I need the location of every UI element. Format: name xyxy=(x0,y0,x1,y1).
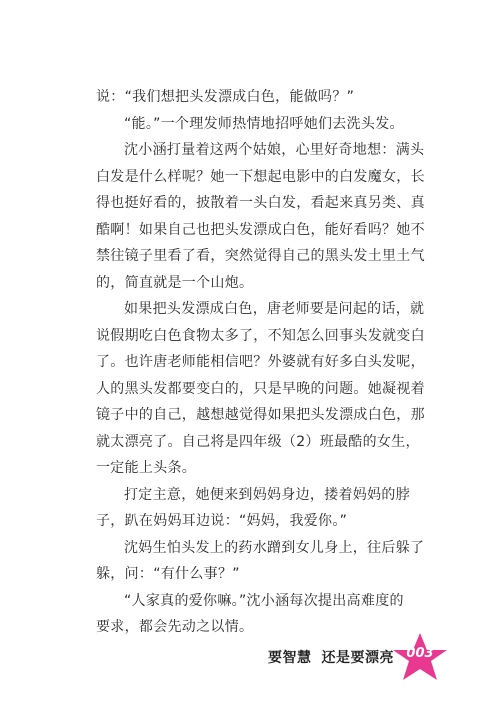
text-line: 沈小涵打量着这两个姑娘，心里好奇地想：满头 xyxy=(124,142,425,158)
text-line: 如果把头发漂成白色，唐老师要是问起的话，就 xyxy=(124,301,425,317)
footer-book-title: 要智慧 xyxy=(268,650,312,666)
text-line: “人家真的爱你嘛。”沈小涵每次提出高难度的 xyxy=(124,592,404,609)
text-line: 打定主意，她便来到妈妈身边，搂着妈妈的脖 xyxy=(124,486,410,503)
paragraph xyxy=(96,296,426,482)
text-line: 的，简直就是一个山炮。 xyxy=(96,274,254,291)
page-number-badge xyxy=(389,632,451,682)
text-line: 躲，问：“有什么事？” xyxy=(96,566,240,582)
text-line: 镜子中的自己，越想越觉得如果把头发漂成白色，那 xyxy=(96,407,425,423)
text-line: 酷啊！如果自己也把头发漂成白色，能好看吗？她不 xyxy=(96,221,425,238)
running-footer xyxy=(268,647,394,667)
page-number: 003 xyxy=(406,646,434,661)
paragraph xyxy=(96,84,426,111)
text-line: 说：“我们想把头发漂成白色，能做吗？” xyxy=(96,89,355,105)
text-line: 禁往镜子里看了看，突然觉得自己的黑头发土里土气 xyxy=(96,248,425,264)
paragraph xyxy=(96,535,426,588)
page-footer xyxy=(0,632,500,682)
text-line: 人的黑头发都要变白的，只是早晚的问题。她凝视着 xyxy=(96,380,425,397)
text-line: 一定能上头条。 xyxy=(96,460,197,476)
text-line: 说假期吃白色食物太多了，不知怎么回事头发就变白 xyxy=(96,327,425,344)
paragraph xyxy=(96,137,426,296)
footer-book-subtitle: 还是要漂亮 xyxy=(321,650,394,666)
text-line: 了。也许唐老师能相信吧？外婆就有好多白头发呢， xyxy=(96,354,425,370)
text-line: 就太漂亮了。自己将是四年级（2）班最酷的女生， xyxy=(96,433,420,450)
body-text xyxy=(96,84,426,641)
text-line: 沈妈生怕头发上的药水蹭到女儿身上，往后躲了 xyxy=(124,539,425,556)
text-line: “能。”一个理发师热情地招呼她们去洗头发。 xyxy=(124,115,404,132)
paragraph xyxy=(96,111,426,138)
text-line: 白发是什么样呢？她一下想起电影中的白发魔女，长 xyxy=(96,168,425,185)
paragraph xyxy=(96,482,426,535)
text-line: 要求，都会先动之以情。 xyxy=(96,619,254,635)
text-line: 子，趴在妈妈耳边说：“妈妈，我爱你。” xyxy=(96,513,348,529)
text-line: 得也挺好看的，披散着一头白发，看起来真另类、真 xyxy=(96,195,425,211)
